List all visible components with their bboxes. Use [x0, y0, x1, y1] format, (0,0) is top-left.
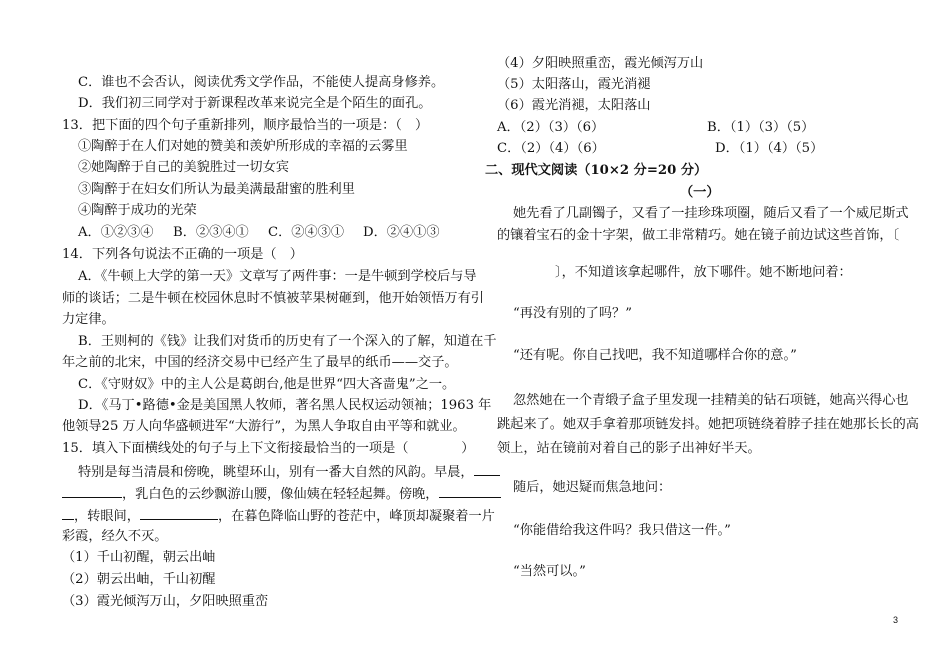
q15-passage-line4: 彩霞，经久不灭。 — [62, 529, 168, 544]
page-number: 3 — [893, 615, 899, 625]
q14-option-d-line2: 他领导25 万人向华盛顿进军“大游行”，为黑人争取自由平等和就业。 — [62, 419, 466, 434]
passage-part-heading: （一） — [680, 185, 720, 200]
q12-option-c: C．谁也不会否认，阅读优秀文学作品，不能使人提高身修养。 — [78, 75, 445, 90]
q13-option-a: A．①②③④ — [78, 225, 154, 240]
q15-passage-text-1: 特别是每当清晨和傍晚，眺望环山，别有一番大自然的风韵。早晨， — [78, 465, 474, 480]
answer-blank[interactable] — [140, 506, 218, 520]
q15-option-d: D．（1）（4）（5） — [715, 141, 824, 156]
q13-sentence-1: ①陶醉于在人们对她的赞美和羡妒所形成的幸福的云雾里 — [78, 139, 408, 154]
q15-passage-line1 — [78, 462, 500, 481]
q14-option-a-line3: 力定律。 — [62, 312, 115, 327]
q14-option-c: C．《守财奴》中的主人公是葛朗台,他是世界“四大吝啬鬼”之一。 — [78, 377, 456, 392]
q14-option-b-line1: B．王则柯的《钱》让我们对货币的历史有了一个深入的了解，知道在千 — [78, 334, 497, 349]
q13-option-d: D．②④①③ — [363, 225, 440, 240]
q14-option-b-line2: 年之前的北宋，中国的经济交易中已经产生了最早的纸币——交子。 — [62, 355, 458, 370]
q15-passage-line3 — [62, 506, 495, 525]
q13-option-b: B．②③④① — [173, 225, 249, 240]
q15-stem: 15．填入下面横线处的句子与上下文衔接最恰当的一项是（ ） — [62, 441, 475, 456]
q13-sentence-4: ④陶醉于成功的光荣 — [78, 203, 197, 218]
q14-stem: 14．下列各句说法不正确的一项是（ ） — [62, 247, 303, 262]
passage-line: 跳起来了。她双手拿着那项链发抖。她把项链绕着脖子挂在她那长长的高 — [497, 417, 919, 432]
answer-blank[interactable] — [474, 462, 500, 476]
q15-passage-text-2: ，乳白色的云纱飘游山腰，像仙姨在轻轻起舞。傍晚， — [122, 487, 439, 502]
answer-blank[interactable] — [439, 484, 501, 498]
answer-blank[interactable] — [62, 484, 122, 498]
passage-line: “你能借给我这件吗？我只借这一件。” — [513, 523, 731, 538]
q15-choice-1: （1）千山初醒，朝云出岫 — [62, 550, 216, 565]
q15-choice-2: （2）朝云出岫，千山初醒 — [62, 572, 216, 587]
q13-option-c: C．②④③① — [268, 225, 345, 240]
q15-passage-line2 — [62, 484, 501, 503]
section-heading: 二、现代文阅读（10×2 分=20 分） — [485, 163, 708, 178]
q13-sentence-3: ③陶醉于在妇女们所认为最美满最甜蜜的胜利里 — [78, 182, 355, 197]
q13-stem: 13．把下面的四个句子重新排列，顺序最恰当的一项是：（ ） — [62, 118, 429, 133]
q15-passage-text-3b: ，在暮色降临山野的苍茫中，峰顶却凝聚着一片 — [217, 509, 495, 524]
q14-option-d-line1: D．《马丁•路德•金是美国黑人牧师，著名黑人民权运动领袖；1963 年 — [78, 398, 492, 413]
passage-line: 她先看了几副镯子，又看了一挂珍珠项圈，随后又看了一个威尼斯式 — [513, 206, 909, 221]
passage-line: 的镶着宝石的金十字架，做工非常精巧。她在镜子前边试这些首饰，〔 — [497, 228, 900, 243]
q13-sentence-2: ②她陶醉于自己的美貌胜过一切女宾 — [78, 160, 289, 175]
passage-line: 〕，不知道该拿起哪件，放下哪件。她不断地问着： — [555, 265, 852, 280]
passage-line: 领上，站在镜前对着自己的影子出神好半天。 — [497, 441, 761, 456]
q15-option-c: C．（2）（4）（6） — [497, 141, 605, 156]
q15-passage-text-3a: ，转眼间， — [74, 509, 140, 524]
q14-option-a-line1: A．《牛顿上大学的第一天》文章写了两件事：一是牛顿到学校后与导 — [78, 269, 477, 284]
passage-line: “当然可以。” — [513, 564, 586, 579]
q14-option-a-line2: 师的谈话；二是牛顿在校园休息时不慎被苹果树砸到，他开始领悟万有引 — [62, 291, 484, 306]
passage-line: “还有呢。你自己找吧，我不知道哪样合你的意。” — [513, 348, 797, 363]
q12-option-d: D．我们初三同学对于新课程改革来说完全是个陌生的面孔。 — [78, 96, 432, 111]
answer-blank[interactable] — [62, 506, 74, 520]
passage-line: 随后，她迟疑而焦急地问： — [513, 480, 672, 495]
passage-line: 忽然她在一个青缎子盒子里发现一挂精美的钻石项链，她高兴得心也 — [513, 393, 909, 408]
q15-choice-4: （4）夕阳映照重峦，霞光倾泻万山 — [497, 56, 704, 71]
q15-option-a: A．（2）（3）（6） — [497, 120, 605, 135]
q15-choice-5: （5）太阳落山，霞光消褪 — [497, 77, 651, 92]
q15-choice-3: （3）霞光倾泻万山，夕阳映照重峦 — [62, 594, 269, 609]
q15-option-b: B．（1）（3）（5） — [707, 120, 815, 135]
passage-line: “再没有别的了吗？” — [513, 306, 632, 321]
q15-choice-6: （6）霞光消褪，太阳落山 — [497, 98, 651, 113]
